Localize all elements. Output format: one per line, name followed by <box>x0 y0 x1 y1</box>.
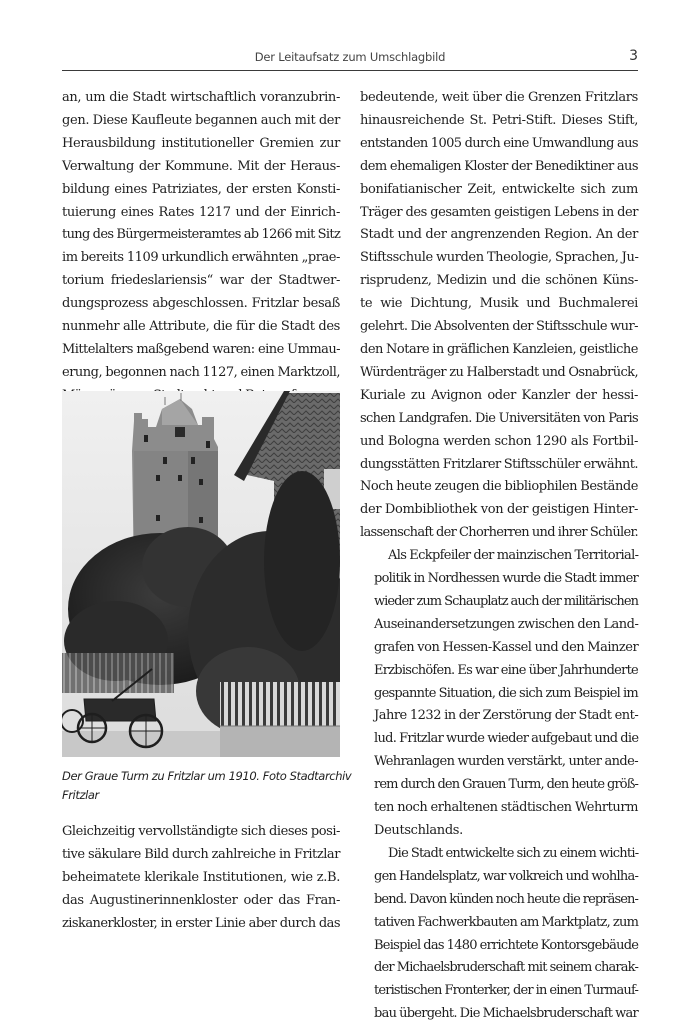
right-column <box>360 87 638 1026</box>
text-line: wieder zum Schauplatz auch der militärischen <box>374 593 638 609</box>
caption-line: Der Graue Turm zu Fritzlar um 1910. Foto Stadtarchiv <box>62 769 352 783</box>
text-line: politik in Nordhessen wurde die Stadt immer <box>374 571 638 587</box>
text-line: Beispiel das 1480 errichtete Kontorsgebäude <box>374 937 639 953</box>
figure-photo <box>62 391 340 757</box>
text-line: bildung eines Patriziates, der ersten Konsti- <box>62 181 340 197</box>
text-line: tive säkulare Bild durch zahlreiche in Fritzlar <box>62 846 340 862</box>
text-line: dem ehemaligen Kloster der Benediktiner aus <box>360 158 638 174</box>
text-line: Würdenträger zu Halberstadt und Osnabrück, <box>360 364 638 380</box>
text-line: und Bologna werden schon 1290 als Fortbil- <box>360 433 638 449</box>
text-line: Herausbildung institutioneller Gremien zur <box>62 135 340 151</box>
text-line: Deutschlands. <box>374 823 463 838</box>
text-line: Mittelalters maßgebend waren: eine Ummau- <box>62 341 340 357</box>
text-line: gen. Diese Kaufleute begannen auch mit der <box>62 112 340 128</box>
text-line: entstanden 1005 durch eine Umwandlung aus <box>360 135 638 151</box>
text-line: Gleichzeitig vervollständigte sich dieses posi- <box>62 824 340 839</box>
text-line: tativen Fachwerkbauten am Marktplatz, zum <box>374 914 639 930</box>
paragraph <box>62 87 340 408</box>
ground <box>62 731 220 757</box>
text-line: gelehrt. Die Absolventen der Stiftsschule wur- <box>360 319 638 335</box>
text-line: dungsprozess abgeschlossen. Fritzlar besaß <box>62 296 340 312</box>
text-line: Die Stadt entwickelte sich zu einem wichti- <box>388 845 639 861</box>
left-column-bottom <box>62 821 340 936</box>
text-line: schen Landgrafen. Die Universitäten von Paris <box>360 410 638 426</box>
text-line: lud. Fritzlar wurde wieder aufgebaut und die <box>374 731 639 747</box>
text-line: den Notare in gräflichen Kanzleien, geistliche <box>360 341 638 357</box>
text-line: ziskanerkloster, in erster Linie aber durch das <box>62 915 340 931</box>
text-line: erung, begonnen nach 1127, einen Marktzoll, <box>62 364 340 380</box>
page-number: 3 <box>629 48 638 64</box>
text-line: dungsstätten Fritzlarer Stiftsschüler erwähnt. <box>360 456 638 472</box>
text-line: torium friedeslariensis“ war der Stadtwer- <box>62 273 340 289</box>
paragraph <box>62 821 340 936</box>
text-line: Als Eckpfeiler der mainzischen Territorial- <box>388 548 639 564</box>
text-line: an, um die Stadt wirtschaftlich voranzubrin- <box>62 90 340 105</box>
text-line: Wehranlagen wurden verstärkt, unter ande- <box>374 754 638 770</box>
text-line: bend. Davon künden noch heute die repräsen- <box>374 891 638 907</box>
text-line: hinausreichende St. Petri-Stift. Dieses Stift, <box>360 112 638 128</box>
text-line: Noch heute zeugen die bibliophilen Bestände <box>360 479 638 495</box>
text-line: Erzbischöfen. Es war eine über Jahrhunderte <box>374 662 638 678</box>
text-line: lassenschaft der Chorherren und ihrer Schüler. <box>360 525 638 541</box>
text-line: das Augustinerinnenkloster oder das Fran- <box>62 892 340 908</box>
text-line: der Dombibliothek von der geistigen Hinter- <box>360 502 638 518</box>
paragraph <box>360 545 638 843</box>
text-line: Verwaltung der Kommune. Mit der Heraus- <box>62 158 340 174</box>
text-line: rem durch den Grauen Turm, den heute größ- <box>374 777 638 793</box>
running-head <box>62 48 638 71</box>
text-line: nunmehr alle Attribute, die für die Stadt des <box>62 319 340 335</box>
text-line: bedeutende, weit über die Grenzen Fritzlars <box>360 90 638 105</box>
text-line: bonifatianischer Zeit, entwickelte sich zum <box>360 181 638 197</box>
picket-fence <box>220 682 340 757</box>
text-line: Stiftsschule wurden Theologie, Sprachen, Ju- <box>360 250 639 266</box>
text-line: grafen von Hessen-Kassel und den Mainzer <box>374 639 639 655</box>
text-line: Träger des gesamten geistigen Lebens in der <box>360 204 638 220</box>
text-line: risprudenz, Medizin und die schönen Küns- <box>360 273 638 289</box>
text-line: ten noch erhaltenen städtischen Wehrturm <box>374 800 638 816</box>
text-line: Kuriale zu Avignon oder Kanzler der hessi- <box>360 387 638 403</box>
paragraph <box>360 843 638 1026</box>
text-line: teristischen Fronterker, der in einen Turmauf- <box>374 983 638 999</box>
text-line: tung des Bürgermeisteramtes ab 1266 mit Sitz <box>62 227 341 243</box>
text-line: Auseinandersetzungen zwischen den Land- <box>374 616 639 632</box>
text-line: der Michaelsbruderschaft mit seinem charak- <box>374 960 638 976</box>
left-column-top <box>62 87 340 408</box>
back-fence <box>62 653 174 693</box>
caption-line: Fritzlar <box>62 788 99 802</box>
text-line: bau übergeht. Die Michaelsbruderschaft war <box>374 1006 638 1022</box>
text-line: beheimatete klerikale Institutionen, wie z.B. <box>62 869 340 885</box>
text-line: tuierung eines Rates 1217 und der Einrich- <box>62 204 340 220</box>
paragraph <box>360 87 638 545</box>
text-line: Stadt und der angrenzenden Region. An der <box>360 227 638 243</box>
text-line: te wie Dichtung, Musik und Buchmalerei <box>360 296 638 312</box>
text-line: gen Handelsplatz, war volkreich und wohlha- <box>374 868 639 884</box>
figure-caption <box>62 767 352 805</box>
text-line: im bereits 1109 urkundlich erwähnten „prae- <box>62 250 340 266</box>
tower-photo-illustration <box>62 391 340 757</box>
text-line: Jahre 1232 in der Zerstörung der Stadt ent- <box>374 708 639 724</box>
text-line: gespannte Situation, die sich zum Beispiel im <box>374 685 638 701</box>
running-title: Der Leitaufsatz zum Umschlagbild <box>254 50 446 64</box>
